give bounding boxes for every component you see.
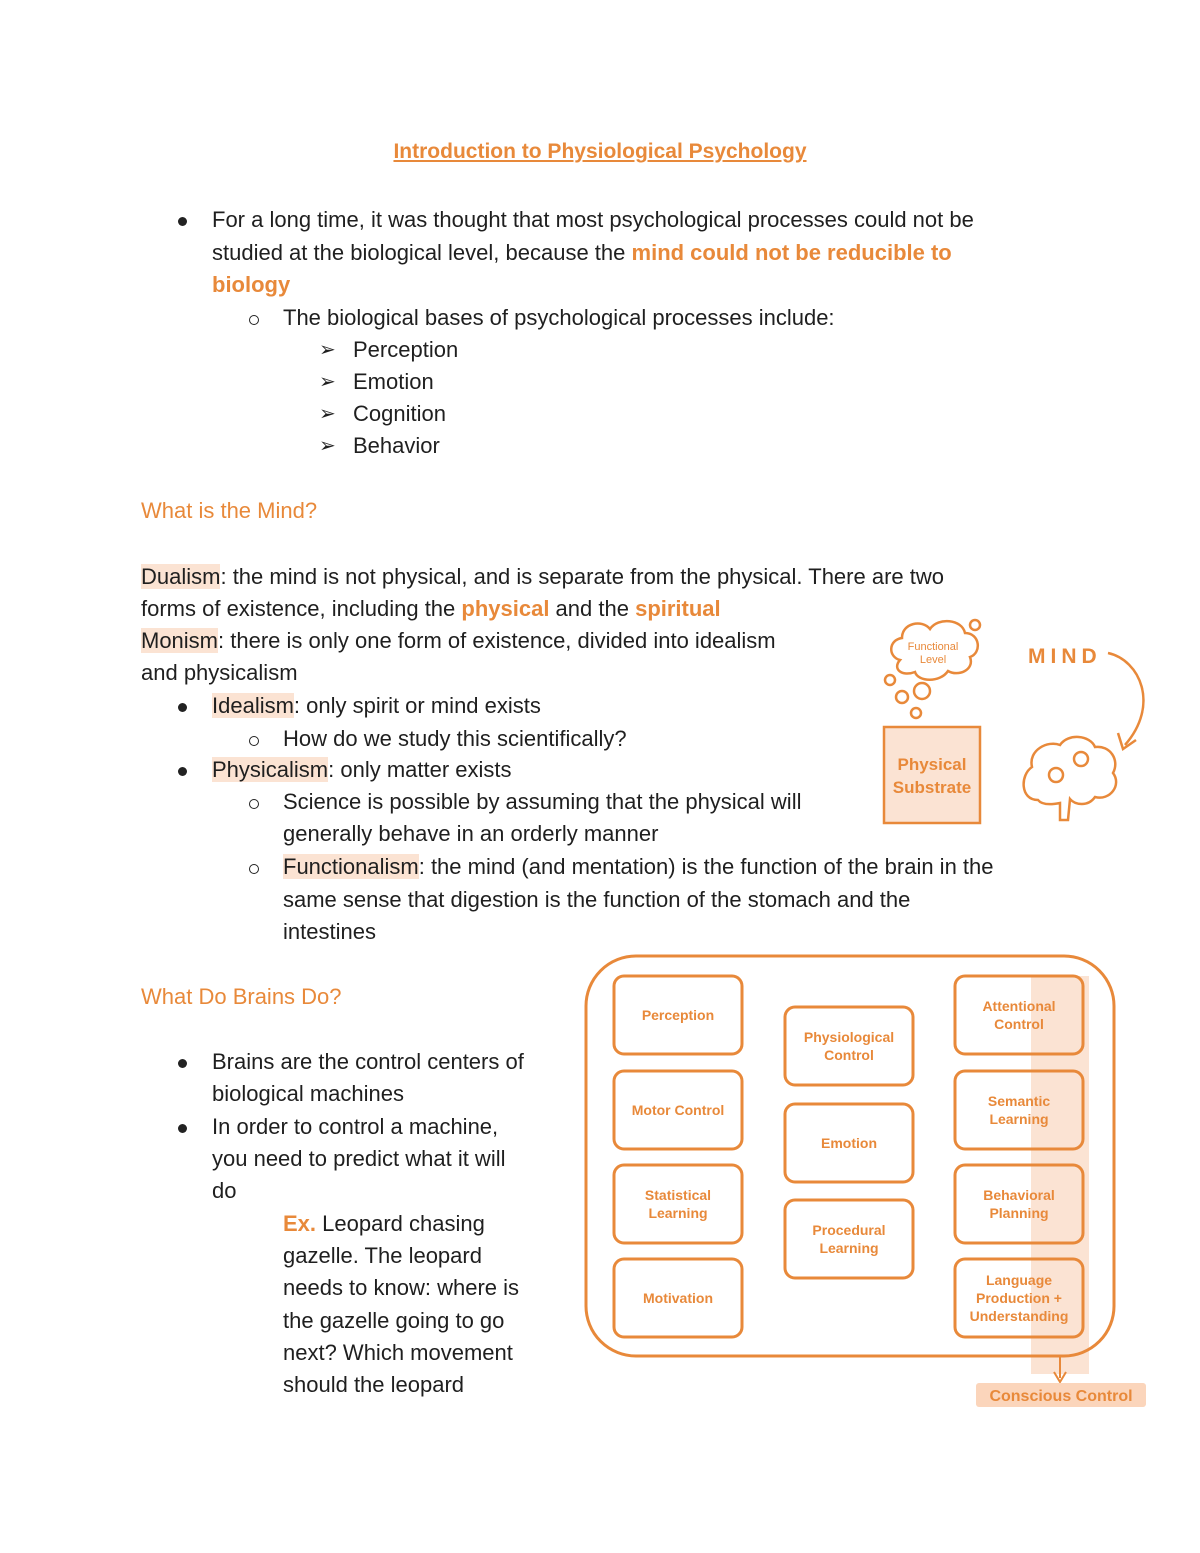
intro-sub: The biological bases of psychological processes include: bbox=[283, 305, 835, 330]
section-heading-brains: What Do Brains Do? bbox=[141, 984, 342, 1009]
brains-line: biological machines bbox=[212, 1081, 404, 1106]
sub-bullet bbox=[249, 864, 259, 874]
example-line: should the leopard bbox=[283, 1372, 465, 1397]
monism-line-2: and physicalism bbox=[141, 660, 298, 685]
intro-line-2: studied at the biological level, because the mind could not be reducible to bbox=[212, 240, 952, 265]
arrow-bullet-icon: ➢ bbox=[319, 339, 336, 361]
arrow-bullet-icon: ➢ bbox=[319, 435, 336, 457]
physicalism-line: Physicalism: only matter exists bbox=[212, 757, 512, 782]
bullet bbox=[178, 1124, 187, 1133]
function-label: Production + bbox=[976, 1290, 1062, 1306]
function-label: Control bbox=[994, 1016, 1044, 1032]
sub-bullet bbox=[249, 736, 259, 746]
thought-bubble bbox=[911, 708, 921, 718]
function-label: Motivation bbox=[643, 1290, 713, 1306]
functionalism-line-1: Functionalism: the mind (and mentation) is the function of the brain in the bbox=[283, 854, 994, 879]
function-box bbox=[785, 1007, 913, 1085]
functionalism-line-3: intestines bbox=[283, 919, 376, 944]
brains-line: you need to predict what it will bbox=[212, 1146, 506, 1171]
physical-substrate-label: Substrate bbox=[892, 778, 972, 797]
function-label: Attentional bbox=[982, 998, 1056, 1014]
brain-icon bbox=[1024, 737, 1116, 820]
example-line: the gazelle going to go bbox=[283, 1308, 505, 1333]
function-label: Learning bbox=[648, 1205, 708, 1221]
intro-line-3: biology bbox=[212, 272, 291, 297]
functional-level-label: Functional bbox=[907, 641, 959, 653]
bullet bbox=[178, 767, 187, 776]
section-heading-mind: What is the Mind? bbox=[141, 498, 318, 523]
functional-level-label: Level bbox=[919, 654, 947, 666]
physical-substrate-box bbox=[884, 727, 980, 823]
function-label: Semantic bbox=[987, 1093, 1051, 1109]
bullet bbox=[178, 217, 187, 226]
brains-line: Brains are the control centers of bbox=[212, 1049, 524, 1074]
intro-line-1: For a long time, it was thought that most psychological processes could not be bbox=[212, 207, 974, 232]
monism-line-1: Monism: there is only one form of existence, divided into idealism bbox=[141, 628, 776, 653]
functionalism-line-2: same sense that digestion is the function of the stomach and the bbox=[283, 887, 911, 912]
mind-diagram bbox=[870, 605, 1170, 835]
function-label: Planning bbox=[989, 1205, 1049, 1221]
bullet bbox=[178, 1059, 187, 1068]
function-label: Physiological bbox=[803, 1029, 895, 1045]
idealism-sub: How do we study this scientifically? bbox=[283, 726, 627, 751]
function-label: Emotion bbox=[821, 1135, 877, 1151]
example-line: next? Which movement bbox=[283, 1340, 513, 1365]
arrow-bullet-icon: ➢ bbox=[319, 403, 336, 425]
dualism-line-2: forms of existence, including the physical and the spiritual bbox=[141, 596, 721, 621]
function-label: Control bbox=[824, 1047, 874, 1063]
example-line: Ex. Leopard chasing bbox=[283, 1211, 485, 1236]
gear-icon bbox=[1074, 752, 1088, 766]
example-line: needs to know: where is bbox=[283, 1275, 520, 1300]
arrow-bullet-icon: ➢ bbox=[319, 371, 336, 393]
bullet bbox=[178, 703, 187, 712]
function-label: Perception bbox=[641, 1007, 715, 1023]
function-box bbox=[785, 1200, 913, 1278]
function-label: Statistical bbox=[644, 1187, 712, 1203]
brains-line: In order to control a machine, bbox=[212, 1114, 499, 1139]
function-box bbox=[614, 1165, 742, 1243]
physicalism-sub-1: Science is possible by assuming that the physical will bbox=[283, 789, 802, 814]
function-label: Understanding bbox=[969, 1308, 1069, 1324]
sub-bullet bbox=[249, 315, 259, 325]
function-label: Behavioral bbox=[983, 1187, 1055, 1203]
list-item: Perception bbox=[353, 337, 459, 362]
list-item: Cognition bbox=[353, 401, 446, 426]
function-label: Learning bbox=[989, 1111, 1049, 1127]
physical-substrate-label: Physical bbox=[897, 755, 967, 774]
list-item: Behavior bbox=[353, 433, 440, 458]
thought-bubble bbox=[914, 683, 930, 699]
thought-bubble bbox=[896, 691, 908, 703]
example-line: gazelle. The leopard bbox=[283, 1243, 482, 1268]
function-label: Procedural bbox=[812, 1222, 886, 1238]
physicalism-sub-1b: generally behave in an orderly manner bbox=[283, 821, 659, 846]
function-label: Language bbox=[985, 1272, 1053, 1288]
thought-bubble bbox=[970, 620, 980, 630]
sub-bullet bbox=[249, 799, 259, 809]
page-title: Introduction to Physiological Psychology bbox=[393, 140, 807, 163]
thought-bubble bbox=[885, 675, 895, 685]
conscious-control-label: Conscious Control bbox=[989, 1388, 1133, 1405]
gear-icon bbox=[1049, 768, 1063, 782]
brain-functions-diagram bbox=[580, 950, 1160, 1420]
mind-label: MIND bbox=[1028, 645, 1102, 668]
curved-arrow bbox=[1108, 653, 1143, 745]
dualism-line-1: Dualism: the mind is not physical, and is separate from the physical. There are two bbox=[141, 564, 944, 589]
list-item: Emotion bbox=[353, 369, 434, 394]
function-label: Motor Control bbox=[631, 1102, 725, 1118]
brains-line: do bbox=[212, 1178, 237, 1203]
function-label: Learning bbox=[819, 1240, 879, 1256]
idealism-line: Idealism: only spirit or mind exists bbox=[212, 693, 541, 718]
